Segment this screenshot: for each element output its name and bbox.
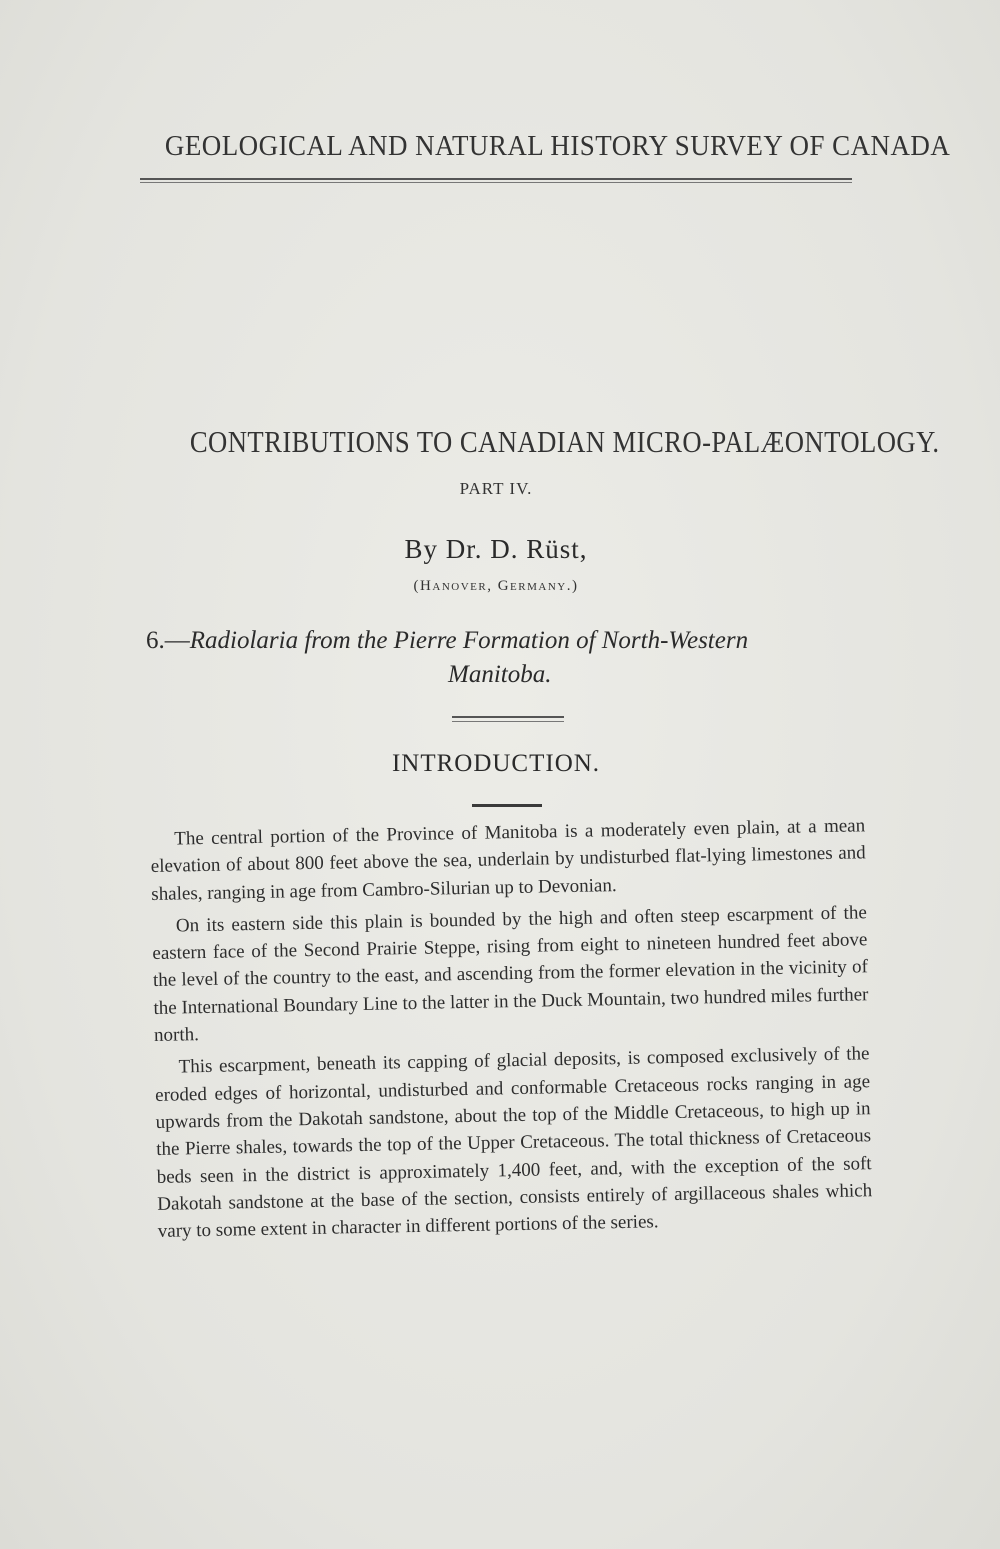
article-title: CONTRIBUTIONS TO CANADIAN MICRO-PALÆONTOLOGY. — [189, 424, 940, 459]
separator-rule-thin — [452, 721, 564, 722]
body-text — [150, 812, 873, 1250]
paragraph: This escarpment, beneath its capping of glacial deposits, is composed exclusively of the eroded edges of horizontal, undisturbed and conformable Cretaceous rocks ranging in age upwards from the Dakotah sandstone, about the top of the Middle Cretaceous, to high up in the Pierre shales, towards the top of the Upper Cretaceous. The total thickness of Cretaceous beds seen in the district is approximately 1,400 feet, and, with the exception of the soft Dakotah sandstone at the base of the section, consists entirely of argillaceous shales which vary to some extent in character in different portions of the series. — [154, 1043, 873, 1243]
section-subtitle — [146, 624, 866, 692]
subtitle-line-2: Manitoba. — [448, 661, 552, 688]
author-line: By Dr. D. Rüst, — [404, 534, 588, 564]
section-heading: INTRODUCTION. — [391, 750, 601, 777]
running-head: GEOLOGICAL AND NATURAL HISTORY SURVEY OF CANADA — [164, 130, 951, 162]
heading-underline-rule — [472, 804, 542, 807]
header-rule-thin — [140, 182, 852, 183]
paragraph: On its eastern side this plain is bounded by the high and often steep escarpment of the eastern face of the Second Prairie Steppe, rising from eight to nineteen hundred feet above the level of the country to the east, and ascending from the former elevation in the vicinity of the International Boundary Line to the latter in the Duck Mountain, two hundred miles further north. — [152, 902, 869, 1047]
subtitle-number: 6.— — [146, 627, 190, 654]
part-number: PART IV. — [459, 479, 533, 498]
author-affiliation: (Hanover, Germany.) — [413, 578, 579, 594]
separator-rule — [452, 716, 564, 718]
header-rule — [140, 178, 852, 180]
subtitle-line-1: Radiolaria from the Pierre Formation of North-Western — [189, 627, 749, 654]
paragraph: The central portion of the Province of Manitoba is a moderately even plain, at a mean elevation of about 800 feet above the sea, underlain by undisturbed flat-lying limestones and shales, ranging in age from Cambro-Silurian up to Devonian. — [150, 815, 866, 905]
